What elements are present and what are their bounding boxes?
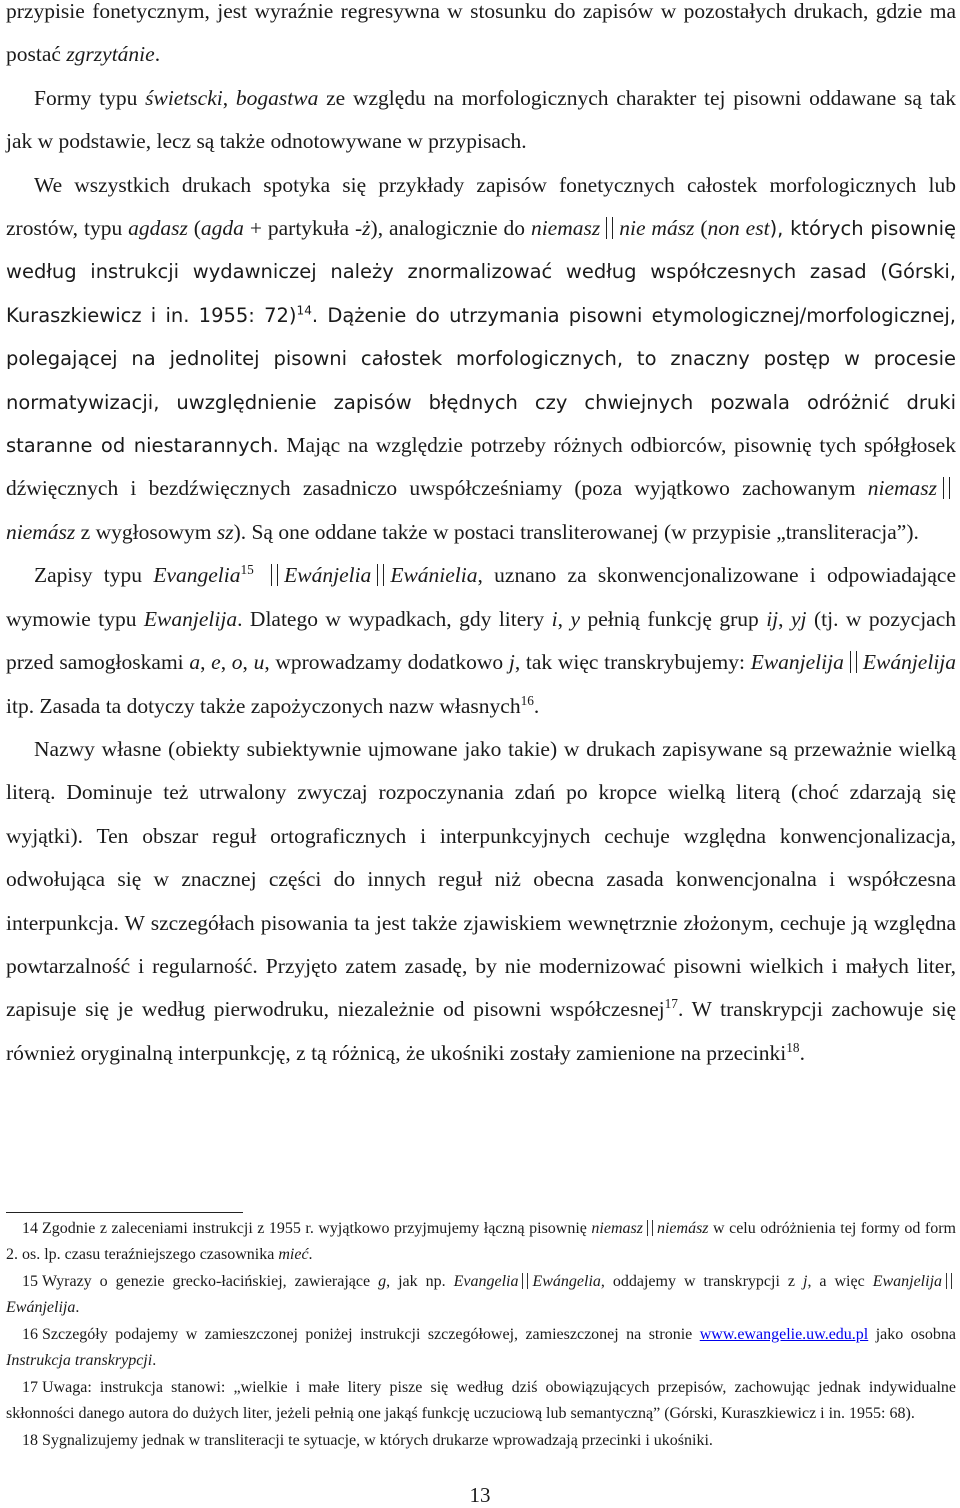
double-bar-separator bbox=[271, 564, 278, 586]
double-bar-separator bbox=[377, 564, 384, 586]
double-bar-separator bbox=[647, 1220, 653, 1236]
footnote-ref-15[interactable]: 15 bbox=[240, 562, 254, 578]
double-bar-separator bbox=[946, 1273, 952, 1289]
footnote-18: 18 Sygnalizujemy jednak w transliteracji te sytuacje, w których drukarze wprowadzają przecinki i ukośniki. bbox=[22, 1432, 713, 1449]
website-link[interactable]: www.ewangelie.uw.edu.pl bbox=[699, 1326, 869, 1343]
footnote-ref-18[interactable]: 18 bbox=[786, 1039, 800, 1055]
double-bar-separator bbox=[850, 651, 857, 673]
paragraph-1: przypisie fonetycznym, jest wyraźnie regresywna w stosunku do zapisów w pozostałych drukach, gdzie ma postać zgrzytánie. bbox=[6, 0, 956, 67]
sans-text-run: ), których pisownię według instrukcji wydawniczej należy znormalizować według współczesnych zasad (Górski, Kuraszkiewicz i in. 1955: 72)$^{14}$. Dążenie do utrzymania pisowni etymologicznej/morfologicznej, polegającej na jednolitej pisowni całostek morfologicznych, to znaczny postęp w procesie normatywizacji, uwzględnienie zapisów błędnych czy chwiejnych pozwala odróżnić druki staranne od niestarannych. bbox=[6, 217, 957, 458]
footnote-14: 14 Zgodnie z zaleceniami instrukcji z 1955 r. wyjątkowo przyjmujemy łączną pisownię niemasz niemász w celu odróżnienia tej formy od form 2. os. lp. czasu teraźniejszego czasownika mieć. bbox=[6, 1220, 956, 1263]
double-bar-separator bbox=[522, 1273, 528, 1289]
footnote-17: 17 Uwaga: instrukcja stanowi: „wielkie i małe litery pisze się według dziś obowiązujących przepisów, zachowując jednak indywidualne skłonności danego autora do dużych liter, jeżeli pełnią one jakąś funkcję uczuciową lub semantyczną” (Górski, Kuraszkiewicz i in. 1955: 68). bbox=[6, 1379, 956, 1422]
footnotes bbox=[6, 1216, 956, 1455]
paragraph-2: Formy typu świetscki, bogastwa ze względu na morfologicznych charakter tej pisowni oddawane są tak jak w podstawie, lecz są także odnotowywane w przypisach. bbox=[6, 85, 956, 154]
footnote-separator bbox=[6, 1212, 243, 1213]
paragraph-5: Nazwy własne (obiekty subiektywnie ujmowane jako takie) w drukach zapisywane są przeważnie wielką literą. Dominuje też utrwalony zwyczaj rozpoczynania zdań po kropce wielką literą (choć zdarzają się wyjątki). Ten obszar reguł ortograficznych i interpunkcyjnych cechuje względna konwencjonalizacja, odwołująca się w znacznej części do innych reguł niż obecna zasada konwencjonalna i współczesna interpunkcja. W szczegółach pisowania ta jest także zjawiskiem wewnętrznie złożonym, cechuje ją względna powtarzalność i regularność. Przyjęto zatem zasadę, by nie modernizować pisowni wielkich i małych liter, zapisuje się je według pierwodruku, niezależnie od pisowni współczesnej$^{17}$. W transkrypcji zachowuje się również oryginalną interpunkcję, z tą różnicą, że ukośniki zostały zamienione na przecinki$^{18}$. bbox=[6, 736, 956, 1065]
footnote-15: 15 Wyrazy o genezie grecko-łacińskiej, zawierające g, jak np. Evangelia Ewángelia, oddajemy w transkrypcji z j, a więc EwanjelijaEwánjelija. bbox=[6, 1269, 956, 1321]
double-bar-separator bbox=[606, 217, 613, 239]
footnote-ref-17[interactable]: 17 bbox=[664, 996, 678, 1012]
main-text bbox=[6, 0, 956, 1075]
paragraph-4: Zapisy typu Evangelia$^{15}$ Ewánjelia Ewánielia, uznano za skonwencjonalizowane i odpowiadające wymowie typu Ewanjelija. Dlatego w wypadkach, gdy litery i, y pełnią funkcję grup ij, yj (tj. w pozycjach przed samogłoskami a, e, o, u, wprowadzamy dodatkowo j, tak więc transkrybujemy: Ewanjelija Ewánjelija itp. Zasada ta dotyczy także zapożyczonych nazw własnych$^{16}$. bbox=[6, 562, 957, 718]
paragraph-3: We wszystkich drukach spotyka się przykłady zapisów fonetycznych całostek morfologicznych lub zrostów, typu agdasz (agda + partykuła -ż), analogicznie do niemasz nie mász (non est), których pisownię według instrukcji wydawniczej należy znormalizować według współczesnych zasad (Górski, Kuraszkiewicz i in. 1955: 72)$^{14}$. Dążenie do utrzymania pisowni etymologicznej/morfologicznej, polegającej na jednolitej pisowni całostek morfologicznych, to znaczny postęp w procesie normatywizacji, uwzględnienie zapisów błędnych czy chwiejnych pozwala odróżnić druki staranne od niestarannych. Mając na względzie potrzeby różnych odbiorców, pisownię tych spółgłosek dźwięcznych i bezdźwięcznych zasadniczo uwspółcześniamy (poza wyjątkowo zachowanym niemaszniemász z wygłosowym sz). Są one oddane także w postaci transliterowanej (w przypisie „transliteracja”). bbox=[6, 172, 957, 544]
footnote-ref-16[interactable]: 16 bbox=[520, 692, 534, 708]
page-number: 13 bbox=[469, 1483, 491, 1507]
double-bar-separator bbox=[943, 477, 950, 499]
footnote-ref-14[interactable]: 14 bbox=[296, 303, 312, 318]
footnote-16: 16 Szczegóły podajemy w zamieszczonej poniżej instrukcji szczegółowej, zamieszczonej na stronie www.ewangelie.uw.edu.pl jako osobna Instrukcja transkrypcji. bbox=[6, 1326, 957, 1369]
